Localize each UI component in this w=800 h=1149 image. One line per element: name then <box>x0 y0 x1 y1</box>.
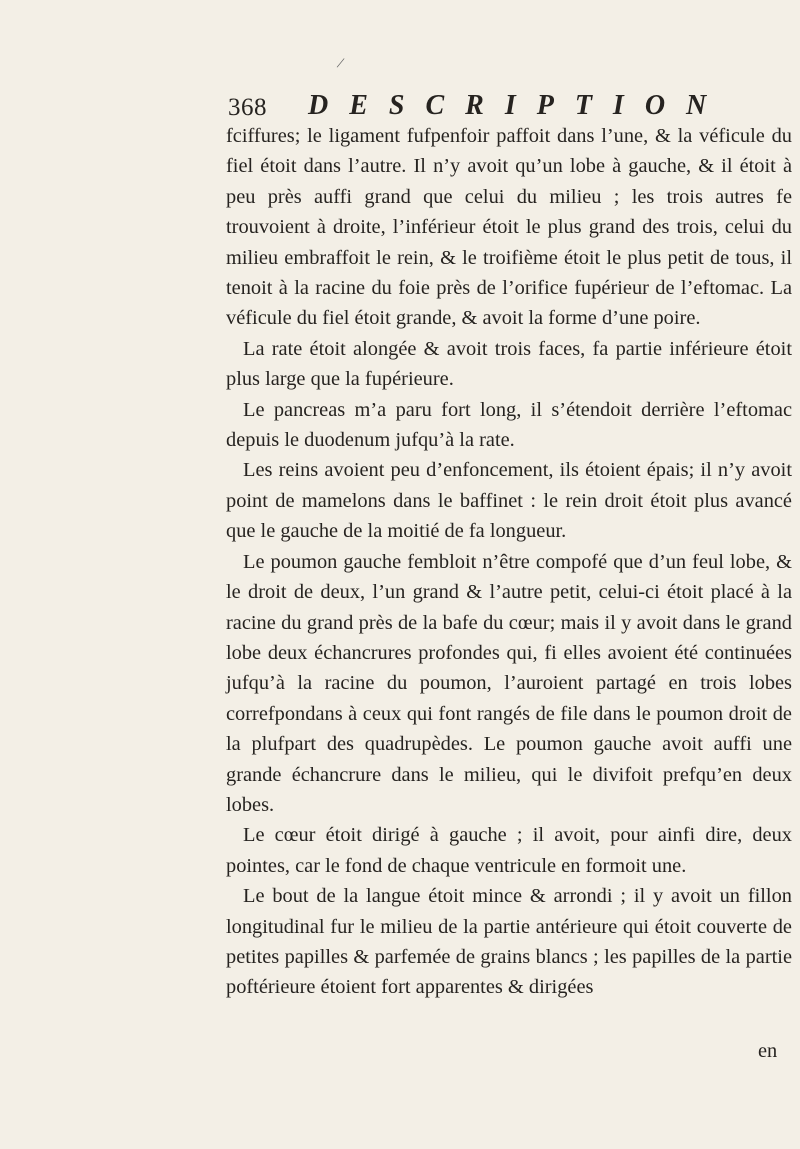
paragraph-heart: Le cœur étoit dirigé à gauche ; il avoit, pour ainfi dire, deux pointes, car le fond de chaque ventricule en formoit une. <box>226 824 792 877</box>
body-text <box>226 121 792 1003</box>
catchword: en <box>758 1040 778 1062</box>
paragraph-spleen: La rate étoit alongée & avoit trois faces, fa partie inférieure étoit plus large que la fupérieure. <box>226 337 792 391</box>
paragraph-lungs: Le poumon gauche fembloit n’être compofé que d’un feul lobe, & le droit de deux, l’un grand & l’autre petit, celui-ci étoit placé à la racine du grand près de la bafe du cœur; mais il y avoit dans le grand lobe deux échancrures profondes qui, fi elles avoient été continuées jufqu’à la racine du poumon, l’auroient partagé en trois lobes correfpondans à ceux qui font rangés de file dans le poumon droit de la plufpart des quadrupèdes. Le poumon gauche avoit auffi une grande échancrure dans le milieu, qui le divifoit prefqu’en deux lobes. <box>226 550 792 816</box>
paragraph-kidneys: Les reins avoient peu d’enfoncement, ils étoient épais; il n’y avoit point de mamelons dans le baffinet : le rein droit étoit plus avancé que le gauche de la moitié de fa longueur. <box>226 459 792 543</box>
paragraph-liver: fciffures; le ligament fufpenfoir paffoit dans l’une, & la véficule du fiel étoit dans l’autre. Il n’y avoit qu’un lobe à gauche, & il étoit à peu près auffi grand que celui du milieu ; les trois autres fe trouvoient à droite, l’inférieur étoit le plus grand des trois, celui du milieu embraffoit le rein, & le troifième étoit le plus petit de tous, il tenoit à la racine du foie près de l’orifice fupérieur de l’eftomac. La véficule du fiel étoit grande, & avoit la forme d’une poire. <box>226 125 792 330</box>
paragraph-pancreas: Le pancreas m’a paru fort long, il s’étendoit derrière l’eftomac depuis le duodenum jufqu’à la rate. <box>226 398 792 452</box>
page-number: 368 <box>228 94 267 121</box>
paragraph-tongue: Le bout de la langue étoit mince & arrondi ; il y avoit un fillon longitudinal fur le milieu de la partie antérieure qui étoit couverte de petites papilles & parfemée de grains blancs ; les papilles de la partie poftérieure étoient fort apparentes & dirigées <box>226 885 792 999</box>
running-head: DESCRIPTION <box>308 90 728 121</box>
stray-mark: / <box>335 54 346 73</box>
